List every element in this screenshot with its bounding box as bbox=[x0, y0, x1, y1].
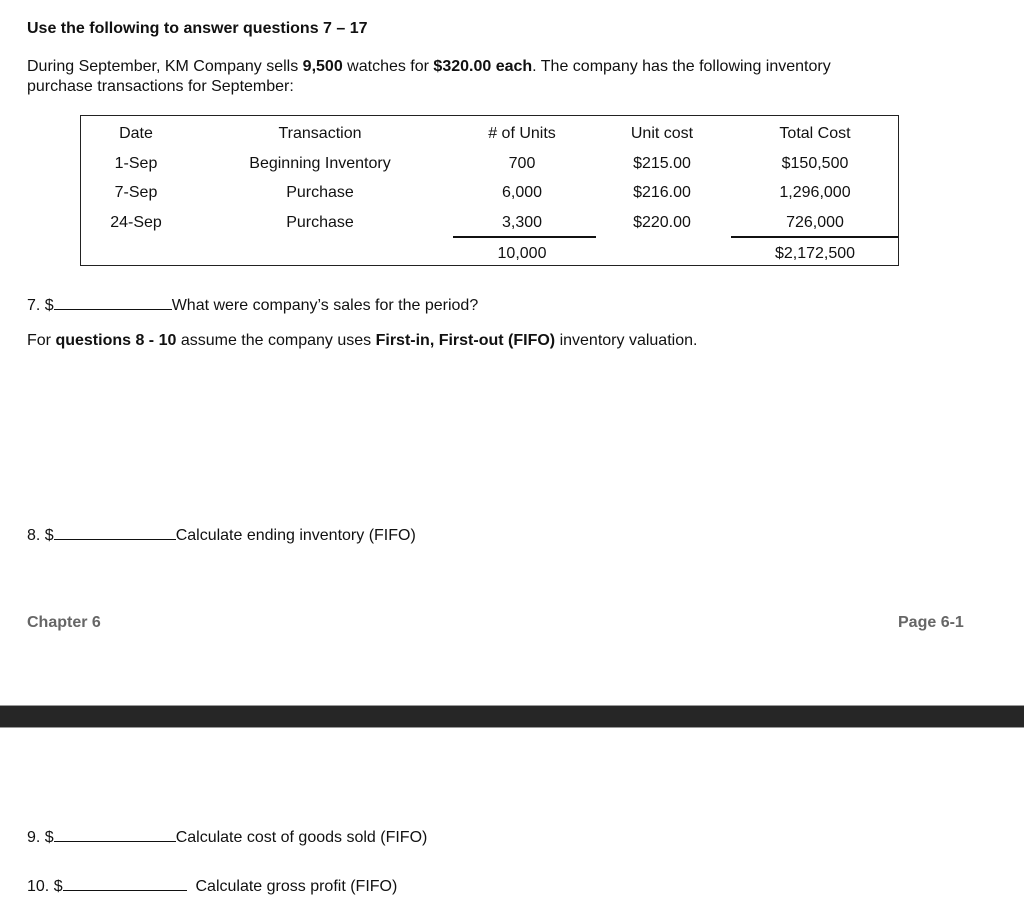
intro-text: During September, KM Company sells bbox=[27, 58, 303, 75]
note-bold: questions 8 - 10 bbox=[55, 332, 177, 349]
total-units: 10,000 bbox=[497, 245, 547, 262]
question-number: 7. $ bbox=[27, 297, 54, 314]
cell-transaction: Beginning Inventory bbox=[249, 155, 391, 172]
cost-underline bbox=[731, 236, 898, 238]
question-text: Calculate gross profit (FIFO) bbox=[195, 878, 398, 895]
answer-blank[interactable] bbox=[54, 295, 172, 310]
cell-unit-cost: $216.00 bbox=[633, 184, 691, 201]
header-transaction: Transaction bbox=[278, 125, 362, 142]
cell-transaction: Purchase bbox=[286, 214, 354, 231]
question-number: 9. $ bbox=[27, 829, 54, 846]
question-10 bbox=[27, 876, 397, 897]
intro-line-1 bbox=[27, 57, 831, 77]
cell-date: 7-Sep bbox=[114, 184, 158, 201]
total-cost: $2,172,500 bbox=[774, 245, 856, 262]
intro-line-2: purchase transactions for September: bbox=[27, 78, 294, 95]
note-text: For bbox=[27, 332, 56, 349]
question-number: 8. $ bbox=[27, 527, 54, 544]
question-text: Calculate cost of goods sold (FIFO) bbox=[175, 829, 428, 846]
header-units: # of Units bbox=[488, 125, 556, 142]
units-underline bbox=[453, 236, 596, 238]
answer-blank[interactable] bbox=[54, 827, 176, 842]
price: $320.00 each bbox=[433, 58, 533, 75]
cell-date: 24-Sep bbox=[110, 214, 162, 231]
question-7 bbox=[27, 295, 478, 316]
note-bold: First-in, First-out (FIFO) bbox=[375, 332, 556, 349]
units-sold: 9,500 bbox=[302, 58, 343, 75]
header-date: Date bbox=[119, 125, 153, 142]
heading: Use the following to answer questions 7 – 17 bbox=[27, 20, 368, 37]
intro-text: . The company has the following inventory bbox=[532, 58, 831, 75]
intro-text: watches for bbox=[342, 58, 434, 75]
cell-total-cost: 726,000 bbox=[786, 214, 844, 231]
cell-units: 700 bbox=[508, 155, 536, 172]
answer-blank[interactable] bbox=[54, 525, 176, 540]
cell-units: 3,300 bbox=[501, 214, 543, 231]
question-text: Calculate ending inventory (FIFO) bbox=[175, 527, 416, 544]
cell-unit-cost: $220.00 bbox=[633, 214, 691, 231]
header-unit-cost: Unit cost bbox=[630, 125, 694, 142]
cell-total-cost: 1,296,000 bbox=[779, 184, 851, 201]
note-text: assume the company uses bbox=[176, 332, 376, 349]
question-9 bbox=[27, 827, 427, 848]
cell-total-cost: $150,500 bbox=[781, 155, 849, 172]
answer-blank[interactable] bbox=[63, 876, 187, 891]
cell-transaction: Purchase bbox=[286, 184, 354, 201]
footer-chapter: Chapter 6 bbox=[27, 614, 101, 631]
inventory-table bbox=[80, 115, 899, 266]
cell-unit-cost: $215.00 bbox=[633, 155, 691, 172]
fifo-note bbox=[27, 331, 697, 351]
question-text: What were company’s sales for the period? bbox=[171, 297, 479, 314]
question-8 bbox=[27, 525, 416, 546]
page-break-bar bbox=[0, 705, 1024, 728]
cell-date: 1-Sep bbox=[114, 155, 158, 172]
note-text: inventory valuation. bbox=[555, 332, 698, 349]
header-total-cost: Total Cost bbox=[779, 125, 851, 142]
footer-page: Page 6-1 bbox=[898, 614, 964, 631]
cell-units: 6,000 bbox=[501, 184, 543, 201]
question-number: 10. $ bbox=[27, 878, 63, 895]
